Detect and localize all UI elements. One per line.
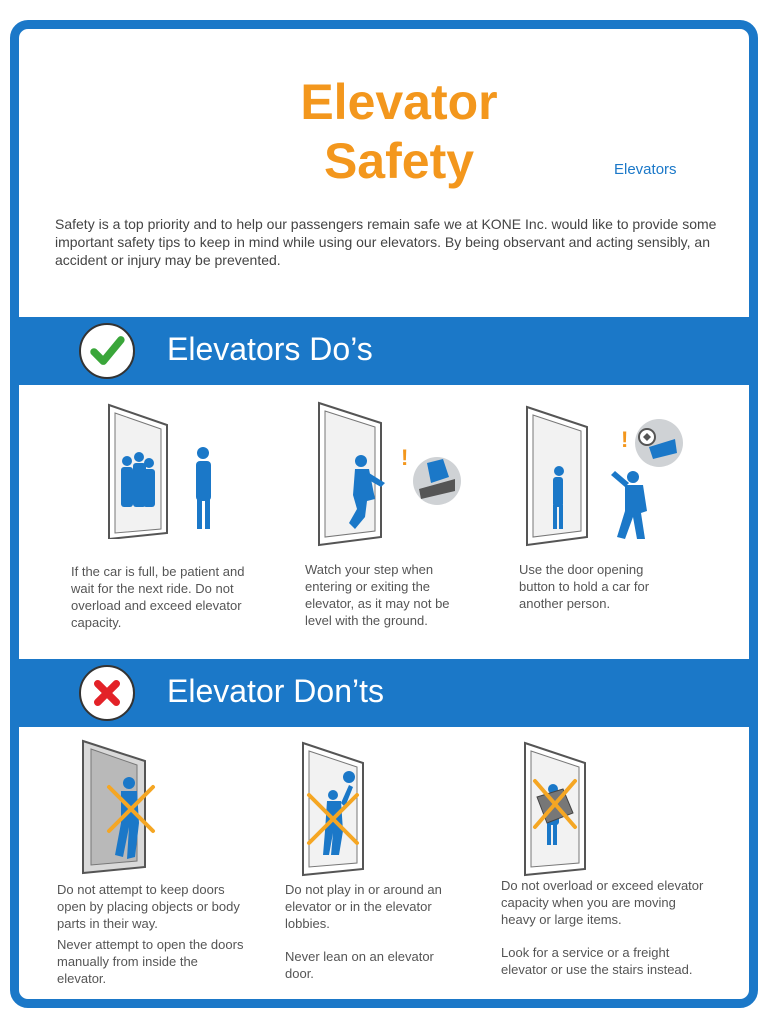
donts-caption-2-line2: Never lean on an elevator door. [285,949,434,981]
category-tag: Elevators [614,161,677,178]
donts-caption-1 [57,881,247,987]
donts-caption-2-line1: Do not play in or around an elevator or in the elevator lobbies. [285,882,442,931]
cross-icon [79,665,135,721]
svg-text:!: ! [401,445,409,470]
donts-caption-1-line2: Never attempt to open the doors manually from inside the elevator. [57,937,244,986]
donts-header-band [19,659,749,727]
dos-heading: Elevators Do’s [167,331,373,367]
donts-heading: Elevator Don’ts [167,673,384,709]
dos-caption-3: Use the door opening button to hold a car for another person. [519,562,650,611]
dos-illustration-full-car [97,399,227,539]
donts-illustration-door-block [79,737,169,879]
svg-text:!: ! [621,427,629,452]
donts-caption-3-line1: Do not overload or exceed elevator capacity when you are moving heavy or large items. [501,878,704,927]
dos-caption-2: Watch your step when entering or exiting the elevator, as it may not be level with the ground. [305,562,450,628]
donts-illustration-heavy-items [519,737,609,879]
donts-caption-3 [501,877,711,978]
dos-illustration-watch-step [309,399,469,549]
checkmark-icon [79,323,135,379]
page-title-line2: Safety [323,133,475,189]
donts-caption-3-line2: Look for a service or a freight elevator or use the stairs instead. [501,945,693,977]
donts-illustration-play [297,737,387,879]
donts-caption-1-line1: Do not attempt to keep doors open by placing objects or body parts in their way. [57,882,240,931]
dos-header-band [19,317,749,385]
intro-paragraph: Safety is a top priority and to help our passengers remain safe we at KONE Inc. would like to provide some important safety tips to keep in mind while using our elevators. By being observant and acting sensibly, an accident or injury may be prevented. [55,216,717,268]
dos-illustration-door-button [519,399,689,549]
page-title-line1: Elevator [300,74,498,130]
poster-frame [10,20,758,1008]
donts-caption-2 [285,881,455,982]
dos-caption-1: If the car is full, be patient and wait for the next ride. Do not overload and exceed elevator capacity. [71,564,245,630]
